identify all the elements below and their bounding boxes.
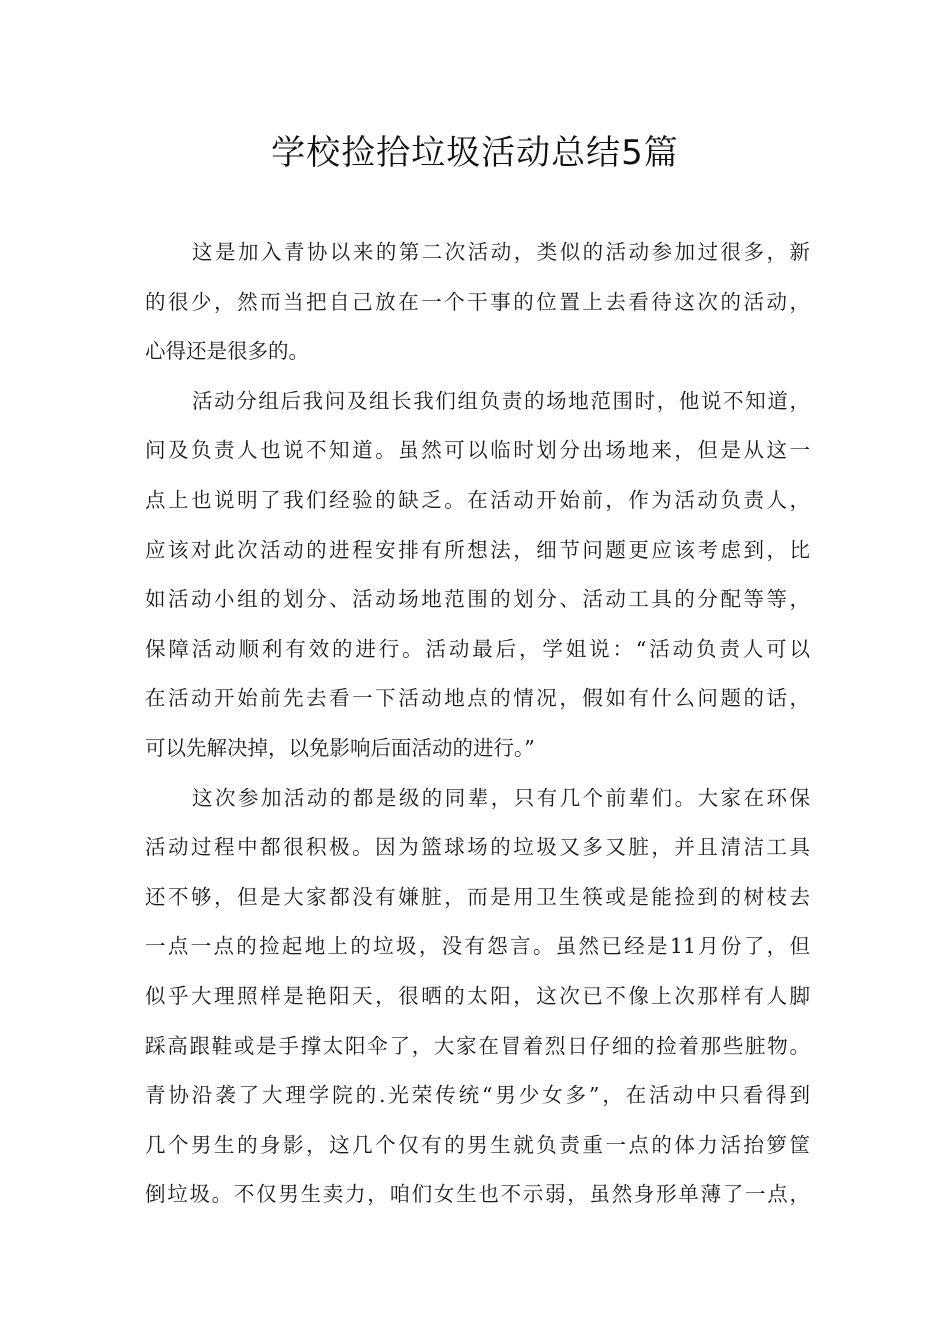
paragraph-line: 的很少，然而当把自己放在一个干事的位置上去看待这次的活动， (145, 289, 810, 314)
document-body (145, 228, 810, 1220)
paragraph-line: 保障活动顺利有效的进行。活动最后，学姐说：“活动负责人可以 (145, 636, 810, 661)
paragraph-line: 活动过程中都很积极。因为篮球场的垃圾又多又脏，并且清洁工具 (145, 835, 810, 860)
paragraph-line: 心得还是很多的。 (145, 339, 309, 364)
paragraph-line: 问及负责人也说不知道。虽然可以临时划分出场地来，但是从这一 (145, 438, 810, 463)
paragraph-line: 踩高跟鞋或是手撑太阳伞了，大家在冒着烈日仔细的捡着那些脏物。 (145, 1033, 810, 1058)
paragraph-line: 青协沿袭了大理学院的.光荣传统“男少女多”，在活动中只看得到 (145, 1083, 810, 1108)
paragraph-line: 如活动小组的划分、活动场地范围的划分、活动工具的分配等等， (145, 587, 810, 612)
paragraph-line: 还不够，但是大家都没有嫌脏，而是用卫生筷或是能捡到的树枝去 (145, 884, 810, 909)
document-title: 学校捡拾垃圾活动总结5篇 (271, 133, 679, 173)
paragraph-line: 几个男生的身影，这几个仅有的男生就负责重一点的体力活抬箩筐 (145, 1132, 810, 1157)
paragraph-line: 一点一点的捡起地上的垃圾，没有怨言。虽然已经是11月份了，但 (145, 934, 810, 959)
paragraph-line: 可以先解决掉，以免影响后面活动的进行。” (145, 735, 535, 760)
paragraph-line: 点上也说明了我们经验的缺乏。在活动开始前，作为活动负责人， (145, 487, 810, 512)
paragraph-line: 这次参加活动的都是级的同辈，只有几个前辈们。大家在环保 (192, 785, 810, 810)
paragraph-line: 在活动开始前先去看一下活动地点的情况，假如有什么问题的话， (145, 686, 810, 711)
paragraph-line: 似乎大理照样是艳阳天，很晒的太阳，这次已不像上次那样有人脚 (145, 983, 810, 1008)
paragraph-line: 倒垃圾。不仅男生卖力，咱们女生也不示弱，虽然身形单薄了一点， (145, 1182, 810, 1207)
paragraph-line: 应该对此次活动的进程安排有所想法，细节问题更应该考虑到，比 (145, 537, 810, 562)
paragraph-line: 活动分组后我问及组长我们组负责的场地范围时，他说不知道， (192, 388, 810, 413)
paragraph-line: 这是加入青协以来的第二次活动，类似的活动参加过很多，新 (192, 240, 810, 264)
